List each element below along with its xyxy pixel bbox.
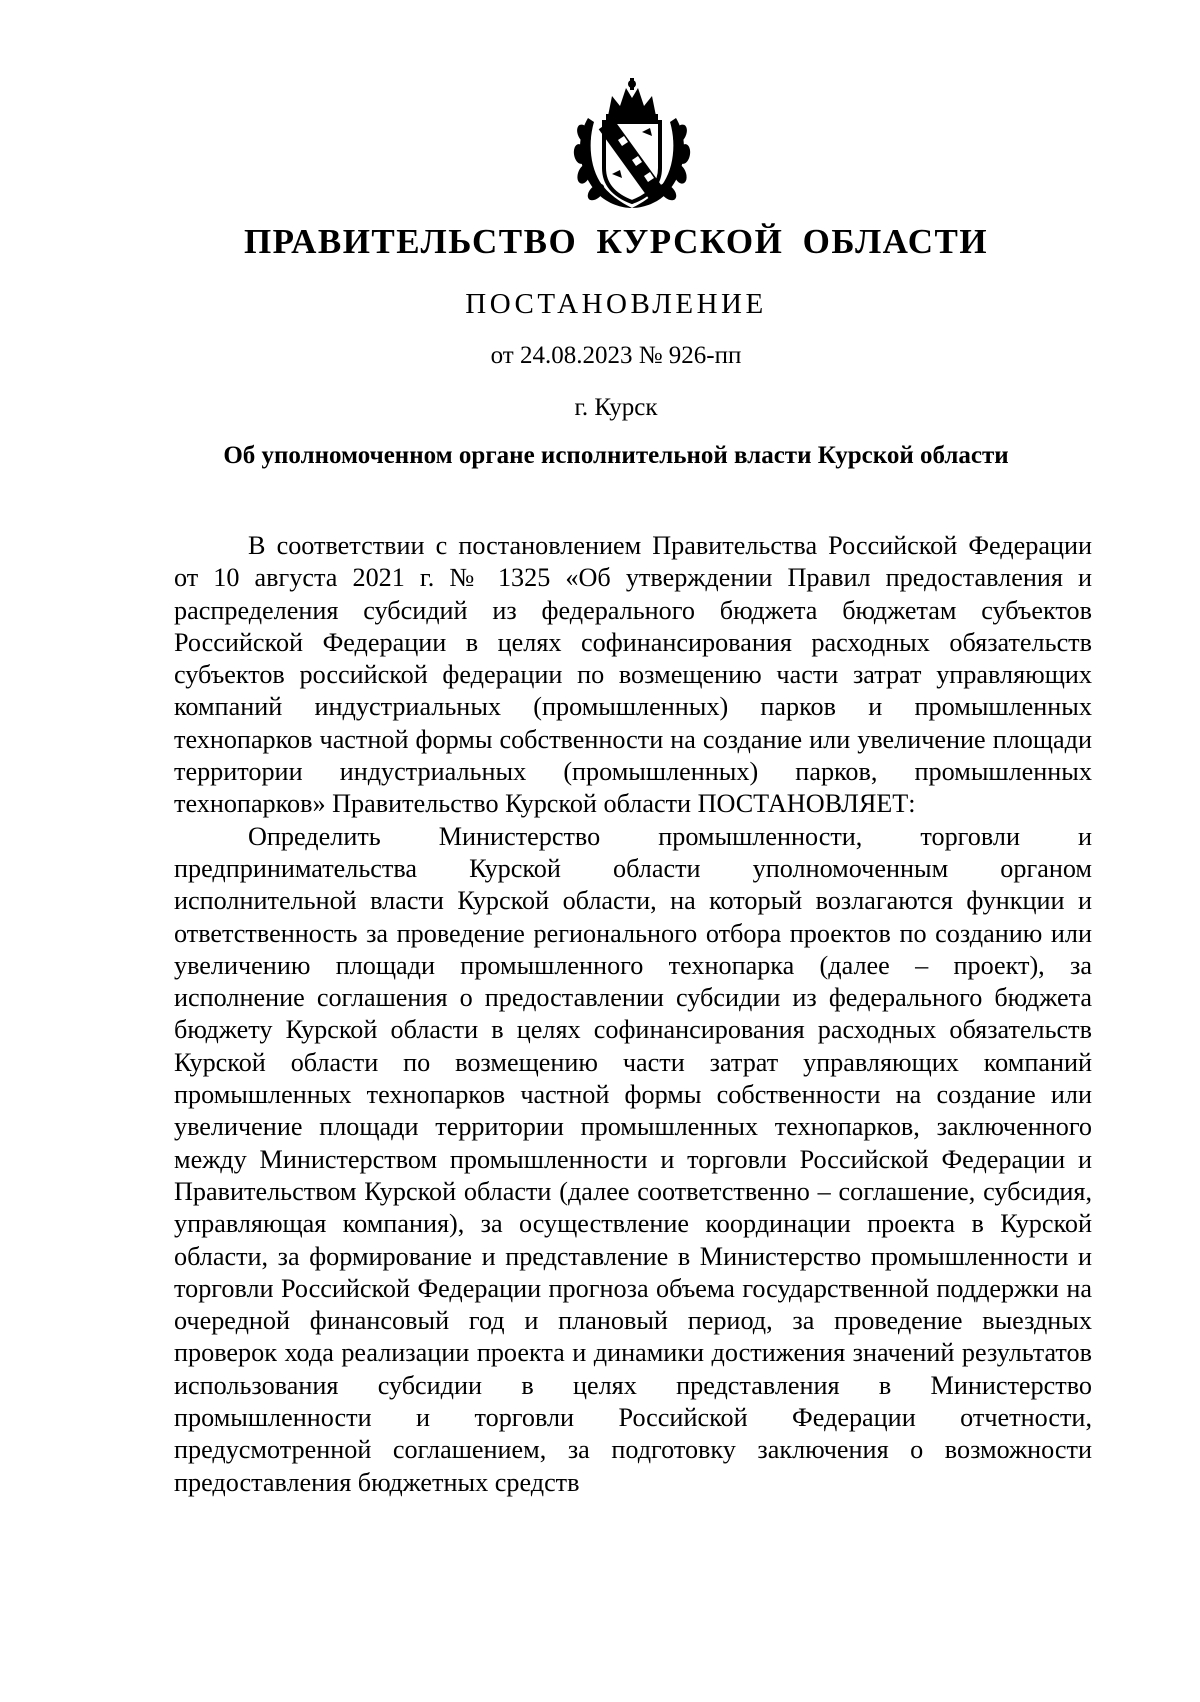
- paragraph-preamble: В соответствии с постановлением Правительства Российской Федерации от 10 августа 2021 г. № 1325 «Об утверждении Правил предоставления и распределения субсидий из федерального бюджета бюджетам субъектов Российской Федерации в целях софинансирования расходных обязательств субъектов российской федерации по возмещению части затрат управляющих компаний индустриальных (промышленных) парков и промышленных технопарков частной формы собственности на создание или увеличение площади территории индустриальных (промышленных) парков, промышленных технопарков» Правительство Курской области ПОСТАНОВЛЯЕТ:: [174, 531, 1092, 819]
- document-subject: Об уполномоченном органе исполнительной власти Курской области: [223, 442, 1009, 469]
- document-type: ПОСТАНОВЛЕНИЕ: [465, 288, 767, 320]
- document-number: от 24.08.2023 № 926-пп: [490, 342, 742, 369]
- document-body: [174, 530, 1092, 1499]
- paragraph-resolution: Определить Министерство промышленности, торговли и предпринимательства Курской области уполномоченным органом исполнительной власти Курской области, на который возлагаются функции и ответственность за проведение регионального отбора проектов по созданию или увеличению площади промышленного технопарка (далее – проект), за исполнение соглашения о предоставлении субсидии из федерального бюджета бюджету Курской области в целях софинансирования расходных обязательств Курской области по возмещению части затрат управляющих компаний промышленных технопарков частной формы собственности на создание или увеличение площади территории промышленных технопарков, заключенного между Министерством промышленности и торговли Российской Федерации и Правительством Курской области (далее соответственно – соглашение, субсидия, управляющая компания), за осуществление координации проекта в Курской области, за формирование и представление в Министерство промышленности и торговли Российской Федерации прогноза объема государственной поддержки на очередной финансовый год и плановый период, за проведение выездных проверок хода реализации проекта и динамики достижения значений результатов использования субсидии в целях представления в Министерство промышленности и торговли Российской Федерации отчетности, предусмотренной соглашением, за подготовку заключения о возможности предоставления бюджетных средств: [174, 821, 1092, 1497]
- kursk-oblast-coat-of-arms-icon: [568, 78, 696, 210]
- document-city: г. Курск: [574, 394, 658, 421]
- government-name: ПРАВИТЕЛЬСТВО КУРСКОЙ ОБЛАСТИ: [243, 222, 989, 261]
